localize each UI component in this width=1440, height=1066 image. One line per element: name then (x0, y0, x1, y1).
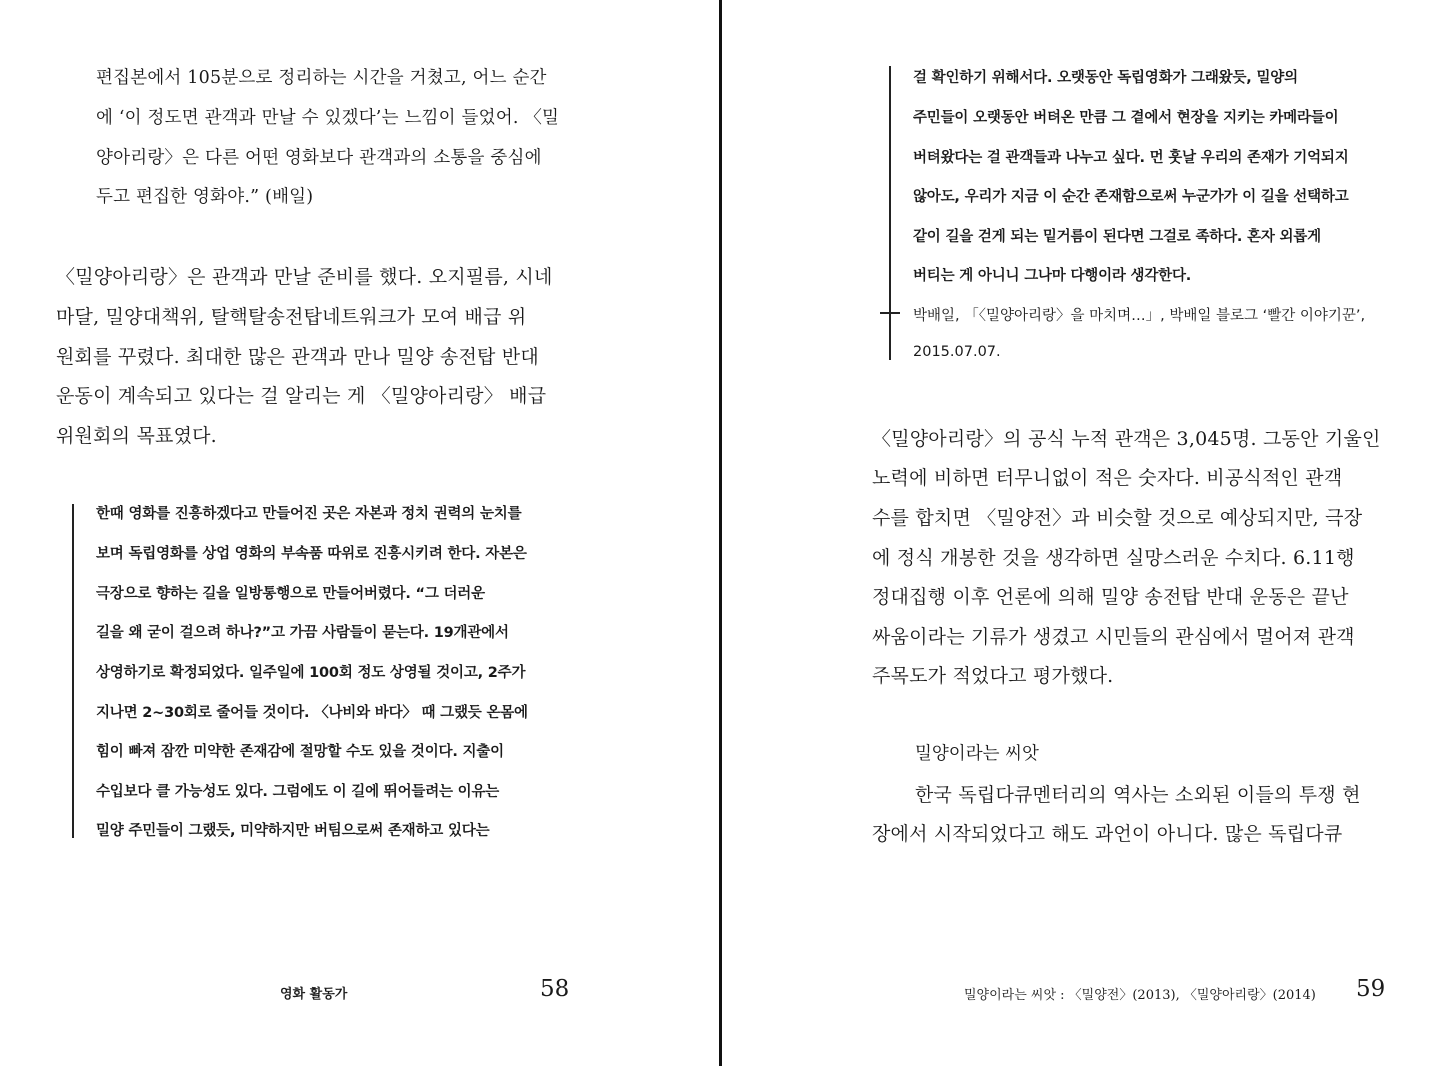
block-quote-line: 걸 확인하기 위해서다. 오랫동안 독립영화가 그래왔듯, 밀양의 (913, 70, 1298, 86)
block-quote-rule (889, 66, 891, 360)
quote-line: 두고 편집한 영화야.” (배일) (96, 187, 314, 207)
right-page (722, 0, 1440, 1066)
block-quote-line: 보며 독립영화를 상업 영화의 부속품 따위로 진흥시키려 한다. 자본은 (96, 546, 527, 562)
block-quote-line: 극장으로 향하는 길을 일방통행으로 만들어버렸다. “그 더러운 (96, 586, 485, 602)
quote-line: 양아리랑〉은 다른 어떤 영화보다 관객과의 소통을 중심에 (96, 148, 542, 168)
block-quote-line: 힘이 빠져 잠깐 미약한 존재감에 절망할 수도 있을 것이다. 지출이 (96, 744, 504, 760)
body-line: 정대집행 이후 언론에 의해 밀양 송전탑 반대 운동은 끝난 (872, 586, 1349, 608)
body-line: 〈밀양아리랑〉의 공식 누적 관객은 3,045명. 그동안 기울인 (872, 428, 1381, 450)
block-quote-line: 버티는 게 아니니 그나마 다행이라 생각한다. (913, 268, 1192, 284)
body-line: 〈밀양아리랑〉은 관객과 만날 준비를 했다. 오지필름, 시네 (56, 266, 553, 288)
block-quote-rule (72, 504, 74, 838)
running-footer-title: 영화 활동가 (280, 987, 348, 1002)
body-line: 에 정식 개봉한 것을 생각하면 실망스러운 수치다. 6.11행 (872, 547, 1355, 569)
citation-line: 2015.07.07. (913, 344, 1001, 360)
block-quote-line: 같이 길을 걷게 되는 밑거름이 된다면 그걸로 족하다. 혼자 외롭게 (913, 229, 1321, 245)
body-line: 마달, 밀양대책위, 탈핵탈송전탑네트워크가 모여 배급 위 (56, 306, 527, 328)
block-quote-line: 주민들이 오랫동안 버텨온 만큼 그 곁에서 현장을 지키는 카메라들이 (913, 110, 1339, 126)
page-number: 58 (540, 976, 570, 1002)
quote-line: 편집본에서 105분으로 정리하는 시간을 거쳤고, 어느 순간 (96, 68, 547, 88)
citation-line: 박배일, 「〈밀양아리랑〉을 마치며…」, 박배일 블로그 ‘빨간 이야기꾼’, (913, 308, 1366, 324)
left-page (0, 0, 719, 1066)
body-line: 위원회의 목표였다. (56, 425, 217, 447)
block-quote-line: 수입보다 클 가능성도 있다. 그럼에도 이 길에 뛰어들려는 이유는 (96, 784, 500, 800)
body-line: 장에서 시작되었다고 해도 과언이 아니다. 많은 독립다큐 (872, 823, 1343, 845)
block-quote-line: 한때 영화를 진흥하겠다고 만들어진 곳은 자본과 정치 권력의 눈치를 (96, 506, 522, 522)
body-line: 원회를 꾸렸다. 최대한 많은 관객과 만나 밀양 송전탑 반대 (56, 346, 539, 368)
body-line: 한국 독립다큐멘터리의 역사는 소외된 이들의 투쟁 현 (915, 784, 1361, 806)
block-quote-line: 상영하기로 확정되었다. 일주일에 100회 정도 상영될 것이고, 2주가 (96, 665, 526, 681)
block-quote-line: 않아도, 우리가 지금 이 순간 존재함으로써 누군가가 이 길을 선택하고 (913, 189, 1349, 205)
block-quote-line: 밀양 주민들이 그랬듯, 미약하지만 버팀으로써 존재하고 있다는 (96, 823, 490, 839)
running-footer-title: 밀양이라는 씨앗 : 〈밀양전〉(2013), 〈밀양아리랑〉(2014) (964, 988, 1316, 1003)
body-line: 노력에 비하면 터무니없이 적은 숫자다. 비공식적인 관객 (872, 467, 1343, 489)
block-quote-line: 길을 왜 굳이 걸으려 하나?”고 가끔 사람들이 묻는다. 19개관에서 (96, 625, 509, 641)
quote-line: 에 ‘이 정도면 관객과 만날 수 있겠다’는 느낌이 들었어. 〈밀 (96, 108, 560, 128)
section-subheading: 밀양이라는 씨앗 (915, 744, 1039, 764)
citation-tick (880, 312, 900, 314)
body-line: 운동이 계속되고 있다는 걸 알리는 게 〈밀양아리랑〉 배급 (56, 385, 547, 407)
page-number: 59 (1356, 976, 1386, 1002)
body-line: 싸움이라는 기류가 생겼고 시민들의 관심에서 멀어져 관객 (872, 626, 1355, 648)
block-quote-line: 버텨왔다는 걸 관객들과 나누고 싶다. 먼 훗날 우리의 존재가 기억되지 (913, 150, 1349, 166)
body-line: 수를 합치면 〈밀양전〉과 비슷할 것으로 예상되지만, 극장 (872, 507, 1363, 529)
body-line: 주목도가 적었다고 평가했다. (872, 665, 1114, 687)
block-quote-line: 지나면 2~30회로 줄어들 것이다. 〈나비와 바다〉 때 그랬듯 온몸에 (96, 705, 528, 721)
